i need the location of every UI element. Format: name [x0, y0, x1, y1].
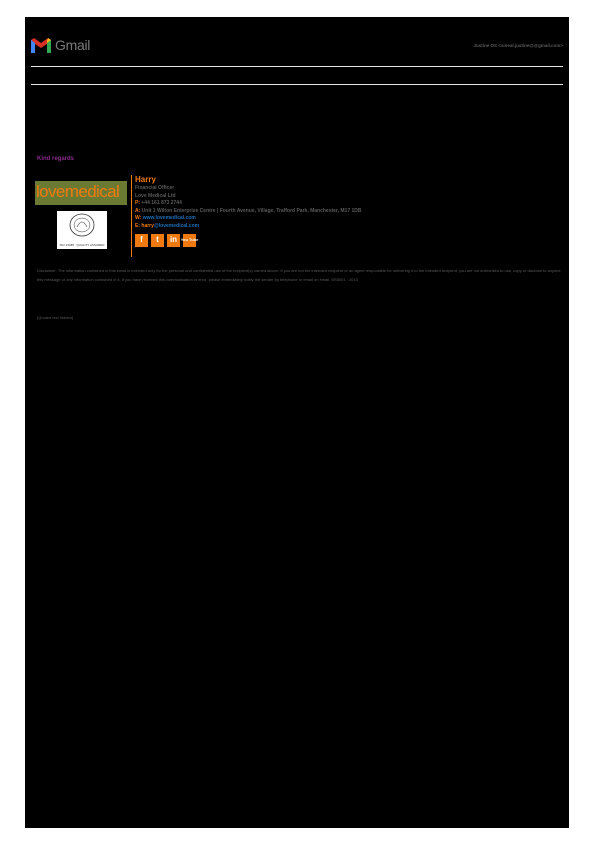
email-page	[25, 17, 569, 828]
iso-certificate-badge	[57, 211, 107, 249]
brand-logo-text: lovemedical	[36, 182, 120, 201]
certificate-seal-icon	[57, 211, 107, 239]
address-value: Unit 1 Wilton Enterprise Centre | Fourth Avenue, Village, Trafford Park, Manchester, M17 1DB	[141, 207, 362, 214]
signature-phone-row	[135, 200, 362, 208]
disclaimer-text: Disclaimer: The information contained in this email is intended only for the personal and confidential use of the recipient(s) named above. If you are not the intended recipient or an agent responsible for delivering it to the intended recipient, you are not authorised to use, copy or disclose to anyone this message or any information contained in it. If you have received this communication in error, please immediately notify the sender by telephone or email on email, BS5001 : 2015	[37, 268, 561, 282]
email-domain: @lovemedical.com	[153, 222, 200, 229]
email-user: harry	[141, 222, 154, 229]
signature-address-row	[135, 208, 362, 216]
signature-company: Love Medical Ltd	[135, 192, 176, 199]
signature-web-row	[135, 215, 362, 223]
gmail-wordmark: Gmail	[55, 37, 91, 53]
quoted-text-toggle[interactable]: [Quoted text hidden]	[37, 315, 74, 320]
phone-value[interactable]: +44 161 873 2744	[141, 200, 182, 207]
twitter-icon[interactable]: t	[151, 234, 164, 247]
email-link[interactable]	[141, 223, 199, 229]
brand-logo[interactable]	[35, 181, 127, 205]
social-links	[135, 234, 362, 247]
certificate-caption: ISO 13485 : QUALITY ASSURED	[59, 242, 105, 247]
subject-divider	[31, 84, 563, 85]
youtube-icon[interactable]: You Tube	[183, 234, 196, 247]
signature-logos	[35, 181, 129, 249]
address-label: A:	[135, 207, 141, 214]
gmail-m-icon	[31, 37, 51, 53]
linkedin-icon[interactable]: in	[167, 234, 180, 247]
web-label: W:	[135, 215, 142, 222]
gmail-logo[interactable]	[31, 37, 90, 53]
account-email: Justine OS <sineal.justine@@gmail.com>	[473, 43, 563, 48]
web-link[interactable]: www.lovemedical.com	[142, 215, 196, 222]
signature-details	[135, 175, 362, 247]
email-label: E:	[135, 222, 140, 229]
signature-email-row	[135, 223, 362, 231]
header-divider	[31, 66, 563, 67]
greeting-text: Kind regards	[37, 156, 75, 162]
facebook-icon[interactable]: f	[135, 234, 148, 247]
signature-role: Financial Officer	[135, 185, 175, 191]
signature-name: Harry	[135, 175, 156, 184]
phone-label: P:	[135, 200, 140, 207]
signature-divider	[131, 175, 132, 257]
